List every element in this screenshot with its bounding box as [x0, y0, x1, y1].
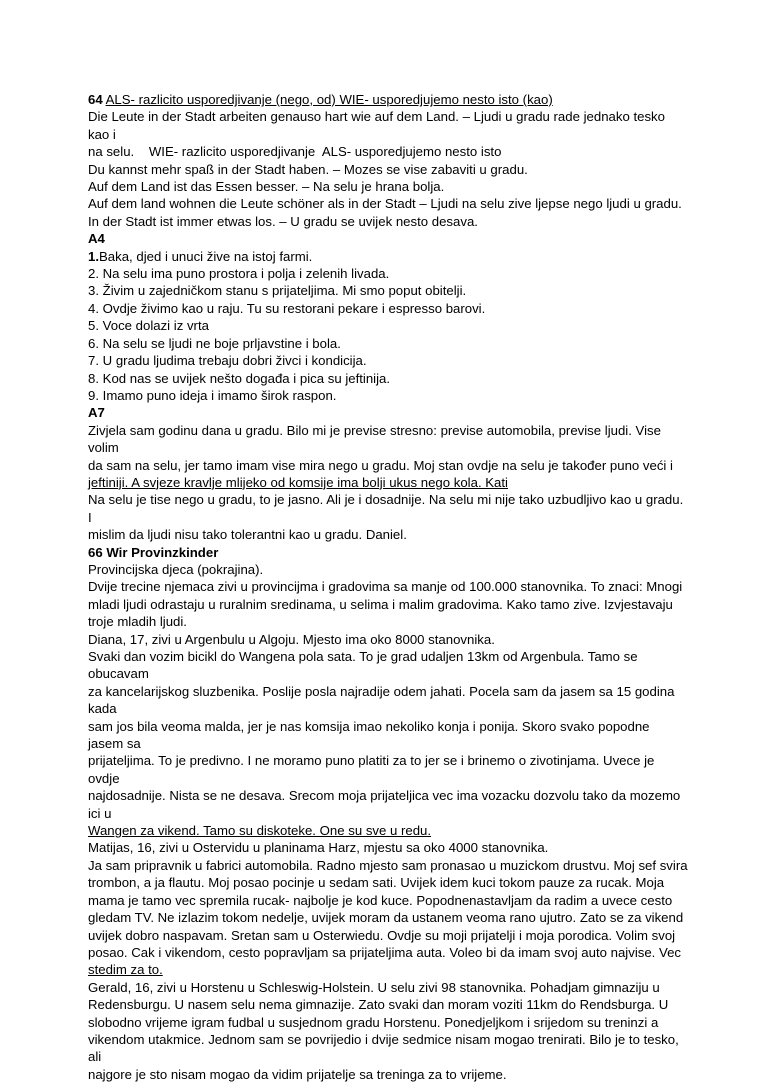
text-line-underlined: jeftiniji. A svjeze kravlje mlijeko od komsije ima bolji ukus nego kola. Kati [88, 474, 508, 490]
list-item: 5. Voce dolazi iz vrta [88, 318, 209, 334]
text-line: uvijek dobro naspavam. Sretan sam u Osterwiedu. Ovdje su moji prijatelji i moja porodica. Volim svoj [88, 927, 676, 943]
text-line: Auf dem Land ist das Essen besser. – Na selu je hrana bolja. [88, 179, 445, 195]
list-item: 9. Imamo puno ideja i imamo širok raspon. [88, 387, 337, 403]
text-line: Gerald, 16, zivi u Horstenu u Schleswig-Holstein. U selu zivi 98 stanovnika. Pohadjam gimnaziju u [88, 979, 660, 995]
text-line: prijateljima. To je predivno. I ne moramo puno platiti za to jer se i brinemo o zivotinjama. Uvece je ovdje [88, 753, 655, 786]
text-line: da sam na selu, jer tamo imam vise mira nego u gradu. Moj stan ovdje na selu je također puno veći i [88, 457, 673, 473]
list-number: 1. [88, 248, 99, 264]
text-line: vikendom utakmice. Jednom sam se povrijedio i dvije sedmice nisam mogao trenirati. Bilo je to tesko, ali [88, 1031, 679, 1065]
text-line: gledam TV. Ne izlazim tokom nedelje, uvijek moram da ustanem veoma rano ujutro. Zato se za vikend [88, 910, 684, 926]
text-line: Auf dem land wohnen die Leute schöner als in der Stadt – Ljudi na selu zive ljepse nego ljudi u gradu. [88, 196, 682, 212]
text-line: mladi ljudi odrastaju u ruralnim sredinama, u selima i malim gradovima. Kako tamo zive. Izvjestavaju [88, 596, 673, 612]
text-line: Ja sam pripravnik u fabrici automobila. Radno mjesto sam pronasao u muzickom drustvu. Moj sef svira [88, 857, 688, 873]
text-line: Matijas, 16, zivi u Ostervidu u planinama Harz, mjestu sa oko 4000 stanovnika. [88, 840, 549, 856]
text-line: Provincijska djeca (pokrajina). [88, 561, 264, 577]
list-item-text: Baka, djed i unuci žive na istoj farmi. [99, 248, 313, 264]
a4-heading: A4 [88, 231, 105, 247]
als-wie-rule: ALS- razlicito usporedjivanje (nego, od) WIE- usporedjujemo nesto isto (kao) [105, 92, 553, 107]
text-line: slobodno vrijeme igram fudbal u susjednom gradu Horstenu. Ponedjeljkom i srijedom su treninzi a [88, 1014, 659, 1030]
text-line: Diana, 17, zivi u Argenbulu u Algoju. Mjesto ima oko 8000 stanovnika. [88, 631, 495, 647]
a7-heading: A7 [88, 405, 105, 421]
section-number: 64 [88, 92, 103, 107]
list-item [88, 248, 688, 265]
text-line: Redensburgu. U nasem selu nema gimnazije. Zato svaki dan moram voziti 11km do Rendsburga. U [88, 997, 669, 1013]
text-line: najdosadnije. Nista se ne desava. Srecom moja prijateljica vec ima vozacku dozvolu tako da mozemo ici u [88, 788, 681, 821]
text-line: mama je tamo vec spremila rucak- najbolje je kod kuce. Popodnenastavljam da radim a uvece cesto [88, 892, 673, 908]
text-line: trombon, a ja flautu. Moj posao pocinje u sedam sati. Uvijek idem kuci tokom pauze za rucak. Moja [88, 875, 665, 891]
list-item: 3. Živim u zajedničkom stanu s prijateljima. Mi smo poput obitelji. [88, 283, 467, 299]
text-line: Du kannst mehr spaß in der Stadt haben. – Mozes se vise zabaviti u gradu. [88, 161, 528, 177]
text-line: Zivjela sam godinu dana u gradu. Bilo mi je previse stresno: previse automobila, previse ljudi. Vise volim [88, 422, 661, 456]
list-item: 8. Kod nas se uvijek nešto događa i pica su jeftinija. [88, 370, 391, 386]
text-line: troje mladih ljudi. [88, 614, 187, 630]
text-line-underlined: Wangen za vikend. Tamo su diskoteke. One su sve u redu. [88, 823, 432, 839]
text-line: Dvije trecine njemaca zivi u provincijma i gradovima sa manje od 100.000 stanovnika. To znaci: Mnogi [88, 579, 683, 595]
text-line: Die Leute in der Stadt arbeiten genauso hart wie auf dem Land. – Ljudi u gradu rade jednako tesko kao i [88, 109, 665, 142]
text-line: In der Stadt ist immer etwas los. – U gradu se uvijek nesto desava. [88, 213, 478, 229]
text-line-underlined: stedim za to. [88, 962, 163, 978]
text-line: za kancelarijskog sluzbenika. Poslije posla najradije odem jahati. Pocela sam da jasem sa 15 godina kada [88, 683, 675, 717]
text-line: na selu. WIE- razlicito usporedjivanje ALS- usporedjujemo nesto isto [88, 144, 502, 160]
list-item: 4. Ovdje živimo kao u raju. Tu su restorani pekare i espresso barovi. [88, 300, 486, 316]
document-page [88, 91, 688, 1083]
text-line: Svaki dan vozim bicikl do Wangena pola sata. To je grad udaljen 13km od Argenbula. Tamo se obucavam [88, 649, 638, 682]
list-item: 2. Na selu ima puno prostora i polja i zelenih livada. [88, 266, 390, 282]
list-item: 7. U gradu ljudima trebaju dobri živci i kondicija. [88, 353, 367, 369]
text-line: posao. Cak i vikendom, cesto popravljam sa prijateljima auta. Voleo bi da imam svoj auto najvise. Vec [88, 944, 682, 960]
section-66-heading: 66 Wir Provinzkinder [88, 544, 219, 560]
list-item: 6. Na selu se ljudi ne boje prljavstine i bola. [88, 335, 341, 351]
text-line: najgore je sto nisam mogao da vidim prijatelje sa treninga za to vrijeme. [88, 1066, 507, 1082]
text-line: sam jos bila veoma malda, jer je nas komsija imao nekoliko konja i ponija. Skoro svako popodne jasem sa [88, 718, 650, 752]
text-line: Na selu je tise nego u gradu, to je jasno. Ali je i dosadnije. Na selu mi nije tako uzbudljivo kao u gradu. I [88, 492, 684, 525]
section-64-heading [88, 91, 688, 108]
text-line: mislim da ljudi nisu tako tolerantni kao u gradu. Daniel. [88, 527, 407, 543]
